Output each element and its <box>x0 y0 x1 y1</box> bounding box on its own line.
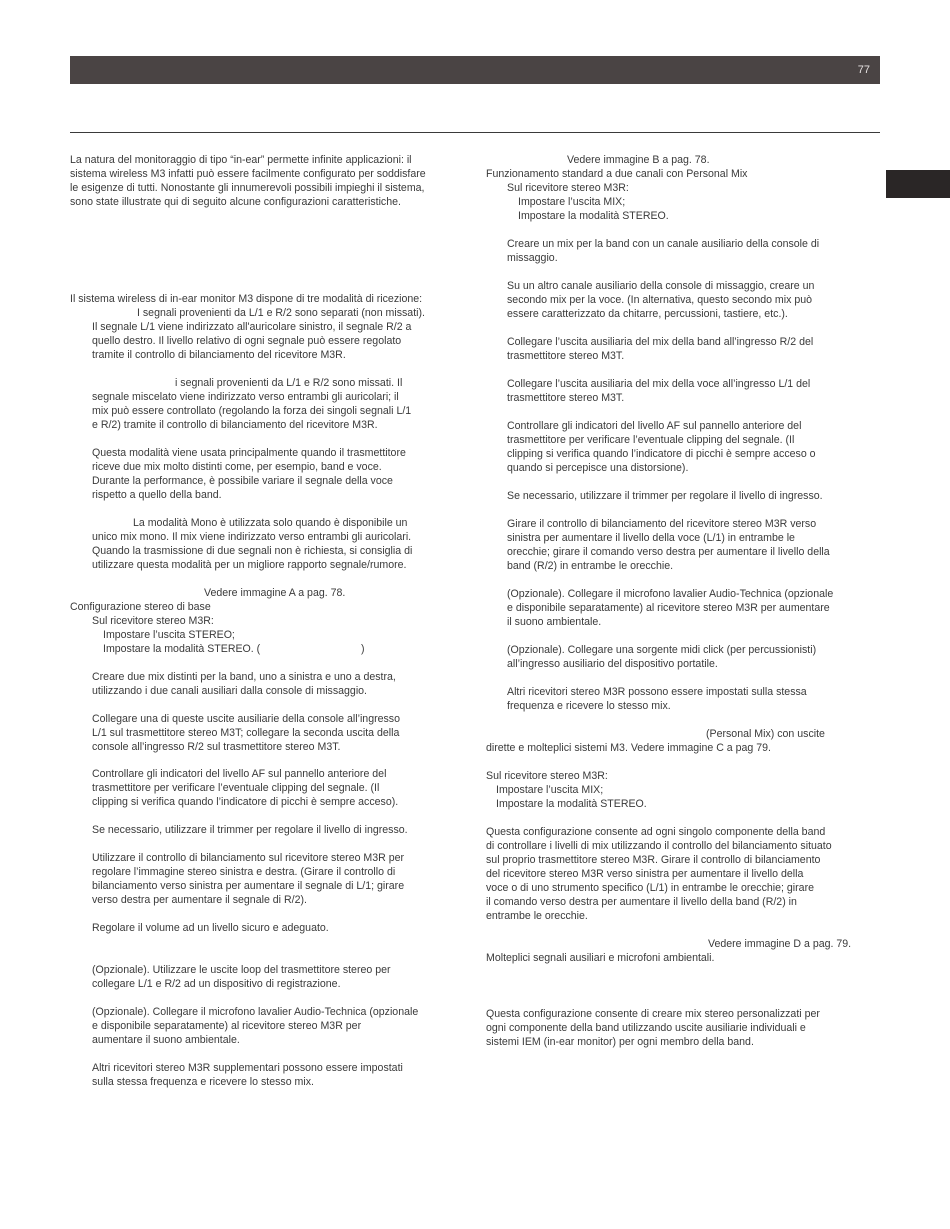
text-line: Su un altro canale ausiliario della console di missaggio, creare un <box>507 280 815 292</box>
text-line: Quando la trasmissione di due segnali non è richiesta, si consiglia di <box>92 545 413 557</box>
text-line: Vedere immagine A a pag. 78. <box>204 587 346 599</box>
text-line: clipping si verifica quando l’indicatore di picchi è sempre acceso o <box>507 448 816 460</box>
text-line: utilizzare questa modalità per un migliore rapporto segnale/rumore. <box>92 559 407 571</box>
text-line: clipping si verifica quando l’indicatore di picchi è sempre acceso). <box>92 796 399 808</box>
text-line: di controllare i livelli di mix utilizzando il controllo del bilanciamento situato <box>486 840 832 852</box>
text-line: mix può essere controllato (regolando la forza dei singoli segnali L/1 <box>92 405 412 417</box>
text-line: Girare il controllo di bilanciamento del ricevitore stereo M3R verso <box>507 518 817 530</box>
text-line: secondo mix per la voce. (In alternativa, questo secondo mix può <box>507 294 813 306</box>
text-line: Durante la performance, è possibile variare il segnale della voce <box>92 475 393 487</box>
text-line: unico mix mono. Il mix viene indirizzato verso entrambi gli auricolari. <box>92 531 412 543</box>
text-line: Regolare il volume ad un livello sicuro e adeguato. <box>92 922 329 934</box>
text-line: regolare l’immagine stereo sinistra e destra. (Girare il controllo di <box>92 866 396 878</box>
text-line: e R/2) tramite il controllo di bilanciamento del ricevitore M3R. <box>92 419 378 431</box>
text-line: Configurazione stereo di base <box>70 601 211 613</box>
section-rule <box>70 132 880 133</box>
text-line: sul proprio trasmettitore stereo M3R. Girare il controllo di bilanciamento <box>486 854 821 866</box>
text-line: bilanciamento verso sinistra per aumentare il segnale di L/1; girare <box>92 880 405 892</box>
text-line: quello destro. Il livello relativo di ogni segnale può essere regolato <box>92 335 402 347</box>
text-line: verso destra per aumentare il segnale di R/2). <box>92 894 307 906</box>
text-line: il comando verso destra per aumentare il livello della band (R/2) in <box>486 896 797 908</box>
text-line: Impostare l’uscita MIX; <box>518 196 626 208</box>
text-line: trasmettitore per verificare l’eventuale clipping del segnale. (Il <box>507 434 795 446</box>
section-tab <box>886 170 950 198</box>
text-line: trasmettitore stereo M3T. <box>507 350 625 362</box>
text-line: e disponibile separatamente) al ricevitore stereo M3R per aumentare <box>507 602 830 614</box>
text-line: i segnali provenienti da L/1 e R/2 sono missati. Il <box>175 377 403 389</box>
text-line: ) <box>361 643 365 655</box>
text-line: console all’ingresso R/2 sul trasmettitore stereo M3T. <box>92 741 341 753</box>
text-line: Sul ricevitore stereo M3R: <box>92 615 214 627</box>
text-line: Se necessario, utilizzare il trimmer per regolare il livello di ingresso. <box>92 824 408 836</box>
text-line: rispetto a quello della band. <box>92 489 222 501</box>
text-line: I segnali provenienti da L/1 e R/2 sono separati (non missati). <box>137 307 425 319</box>
text-line: Collegare l’uscita ausiliaria del mix della band all’ingresso R/2 del <box>507 336 814 348</box>
text-line: La modalità Mono è utilizzata solo quando è disponibile un <box>133 517 408 529</box>
text-line: aumentare il suono ambientale. <box>92 1034 240 1046</box>
text-line: trasmettitore stereo M3T. <box>507 392 625 404</box>
text-line: Questa modalità viene usata principalmente quando il trasmettitore <box>92 447 406 459</box>
text-line: orecchie; girare il comando verso destra per aumentare il livello della <box>507 546 830 558</box>
text-line: all’ingresso ausiliario del dispositivo portatile. <box>507 658 718 670</box>
text-line: Impostare la modalità STEREO. ( <box>103 643 261 655</box>
text-line: (Opzionale). Collegare il microfono lavalier Audio-Technica (opzionale <box>92 1006 419 1018</box>
text-line: e disponibile separatamente) al ricevitore stereo M3R per <box>92 1020 362 1032</box>
text-line: Sul ricevitore stereo M3R: <box>507 182 629 194</box>
text-line: Molteplici segnali ausiliari e microfoni ambientali. <box>486 952 715 964</box>
text-line: (Opzionale). Collegare il microfono lavalier Audio-Technica (opzionale <box>507 588 834 600</box>
text-line: sulla stessa frequenza e ricevere lo stesso mix. <box>92 1076 314 1088</box>
text-line: Collegare una di queste uscite ausiliarie della console all’ingresso <box>92 713 400 725</box>
text-line: essere caratterizzato da chitarre, percussioni, tastiere, etc.). <box>507 308 788 320</box>
text-line: Collegare l’uscita ausiliaria del mix della voce all’ingresso L/1 del <box>507 378 811 390</box>
text-line: missaggio. <box>507 252 558 264</box>
text-line: dirette e molteplici sistemi M3. Vedere immagine C a pag 79. <box>486 742 771 754</box>
page-number: 77 <box>857 64 870 76</box>
text-line: Impostare la modalità STEREO. <box>518 210 669 222</box>
text-line: Sul ricevitore stereo M3R: <box>486 770 608 782</box>
text-line: Questa configurazione consente ad ogni singolo componente della band <box>486 826 826 838</box>
text-line: (Personal Mix) con uscite <box>706 728 825 740</box>
text-line: riceve due mix molto distinti come, per esempio, band e voce. <box>92 461 382 473</box>
text-line: Vedere immagine D a pag. 79. <box>708 938 852 950</box>
text-line: ogni componente della band utilizzando uscite ausiliarie individuali e <box>486 1022 806 1034</box>
text-line: Impostare la modalità STEREO. <box>496 798 647 810</box>
text-line: Impostare l’uscita MIX; <box>496 784 604 796</box>
text-line: Controllare gli indicatori del livello AF sul pannello anteriore del <box>507 420 802 432</box>
text-line: Utilizzare il controllo di bilanciamento sul ricevitore stereo M3R per <box>92 852 405 864</box>
text-line: sinistra per aumentare il livello della voce (L/1) in entrambe le <box>507 532 795 544</box>
text-line: Altri ricevitori stereo M3R possono essere impostati sulla stessa <box>507 686 807 698</box>
text-line: Impostare l’uscita STEREO; <box>103 629 235 641</box>
text-line: Il segnale L/1 viene indirizzato all'auricolare sinistro, il segnale R/2 a <box>92 321 412 333</box>
text-line: Questa configurazione consente di creare mix stereo personalizzati per <box>486 1008 820 1020</box>
text-line: Altri ricevitori stereo M3R supplementari possono essere impostati <box>92 1062 403 1074</box>
text-line: quando si percepisce una distorsione). <box>507 462 689 474</box>
text-line: utilizzando i due canali ausiliari dalla console di missaggio. <box>92 685 368 697</box>
text-line: Vedere immagine B a pag. 78. <box>567 154 710 166</box>
text-line: trasmettitore per verificare l’eventuale clipping del segnale. (Il <box>92 782 380 794</box>
text-line: Creare un mix per la band con un canale ausiliario della console di <box>507 238 820 250</box>
text-line: sistema wireless M3 infatti può essere facilmente configurato per soddisfare <box>70 168 426 180</box>
text-line: del ricevitore stereo M3R verso sinistra per aumentare il livello della <box>486 868 804 880</box>
text-line: sistemi IEM (in-ear monitor) per ogni membro della band. <box>486 1036 754 1048</box>
text-line: Se necessario, utilizzare il trimmer per regolare il livello di ingresso. <box>507 490 823 502</box>
text-line: voce o di uno strumento specifico (L/1) in entrambe le orecchie; girare <box>486 882 814 894</box>
text-line: frequenza e ricevere lo stesso mix. <box>507 700 671 712</box>
text-line: Funzionamento standard a due canali con Personal Mix <box>486 168 748 180</box>
text-line: le esigenze di tutti. Nonostante gli innumerevoli possibili impieghi il sistema, <box>70 182 425 194</box>
text-line: Creare due mix distinti per la band, uno a sinistra e uno a destra, <box>92 671 396 683</box>
text-line: (Opzionale). Collegare una sorgente midi click (per percussionisti) <box>507 644 817 656</box>
text-line: entrambe le orecchie. <box>486 910 588 922</box>
text-line: band (R/2) in entrambe le orecchie. <box>507 560 674 572</box>
text-line: sono state illustrate qui di seguito alcune configurazioni caratteristiche. <box>70 196 401 208</box>
text-line: Il sistema wireless di in-ear monitor M3 dispone di tre modalità di ricezione: <box>70 293 423 305</box>
text-line: La natura del monitoraggio di tipo “in-ear” permette infinite applicazioni: il <box>70 154 412 166</box>
text-line: (Opzionale). Utilizzare le uscite loop del trasmettitore stereo per <box>92 964 391 976</box>
header-bar <box>70 56 880 84</box>
text-line: segnale miscelato viene indirizzato verso entrambi gli auricolari; il <box>92 391 399 403</box>
text-line: collegare L/1 e R/2 ad un dispositivo di registrazione. <box>92 978 341 990</box>
text-line: Controllare gli indicatori del livello AF sul pannello anteriore del <box>92 768 387 780</box>
text-line: tramite il controllo di bilanciamento del ricevitore M3R. <box>92 349 346 361</box>
text-line: il suono ambientale. <box>507 616 602 628</box>
text-line: L/1 sul trasmettitore stereo M3T; collegare la seconda uscita della <box>92 727 400 739</box>
